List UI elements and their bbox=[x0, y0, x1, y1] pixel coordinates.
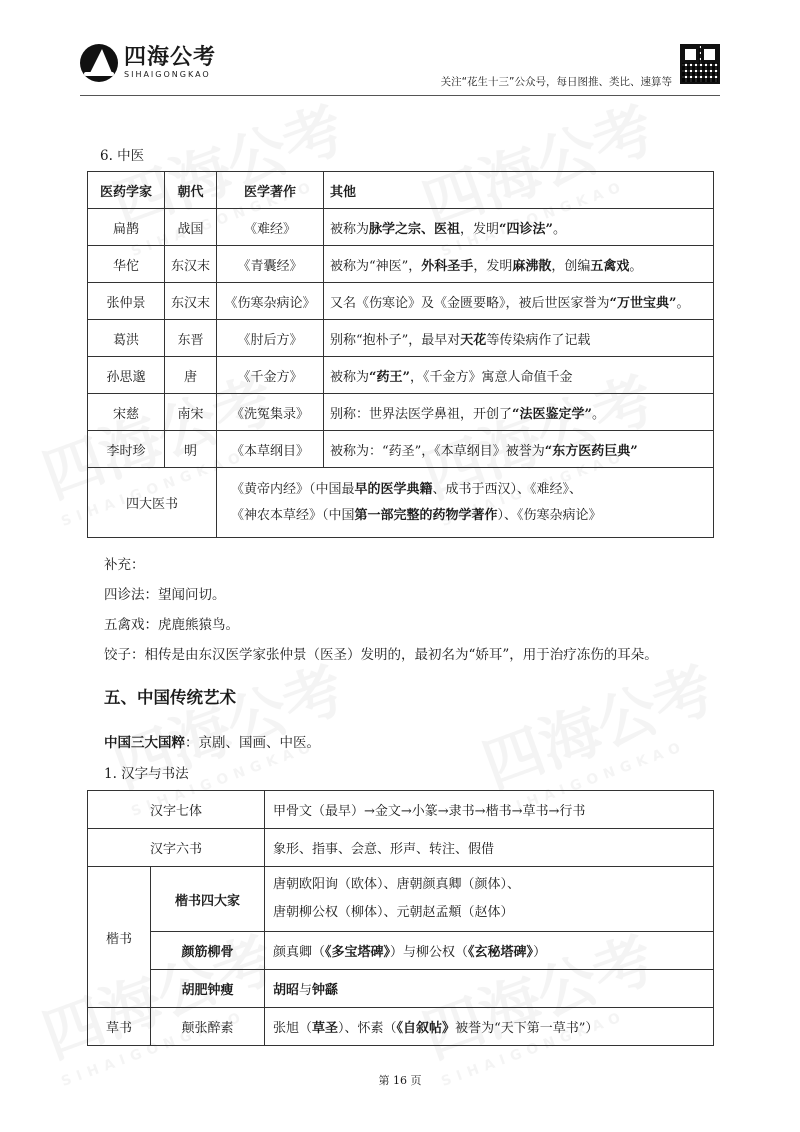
rich-text bbox=[231, 477, 713, 503]
text-span: 别称：世界法医学鼻祖，开创了 bbox=[330, 406, 513, 422]
table-row bbox=[88, 246, 714, 283]
physician-name: 张仲景 bbox=[88, 283, 165, 320]
qr-code-icon bbox=[680, 44, 720, 84]
text-span: ，发明 bbox=[473, 258, 513, 274]
bold-text: “药王” bbox=[369, 369, 410, 385]
table-row bbox=[88, 357, 714, 394]
rich-text bbox=[324, 246, 714, 283]
supplement-block bbox=[104, 550, 658, 670]
rich-text bbox=[265, 970, 714, 1008]
text-span: 被誉为“天下第一草书”） bbox=[455, 1021, 599, 1036]
text-span: 、成书于西汉）、《难经》、 bbox=[432, 481, 583, 497]
rich-text bbox=[324, 394, 714, 431]
dynasty: 东晋 bbox=[165, 320, 217, 357]
table-row-four-books bbox=[88, 468, 714, 538]
table-row bbox=[88, 1008, 714, 1046]
physician-name: 宋慈 bbox=[88, 394, 165, 431]
bold-text: 早的医学典籍 bbox=[354, 481, 433, 497]
column-header: 朝代 bbox=[165, 172, 217, 209]
kai-four-text bbox=[265, 867, 714, 932]
rich-text bbox=[231, 503, 713, 529]
text-span: 《神农本草经》（中国 bbox=[231, 507, 355, 523]
logo-subtitle: SIHAIGONGKAO bbox=[124, 70, 211, 79]
bold-text: 《多宝塔碑》 bbox=[325, 945, 391, 960]
table-header-row bbox=[88, 172, 714, 209]
table-row bbox=[88, 932, 714, 970]
dynasty: 战国 bbox=[165, 209, 217, 246]
kai-four-label: 楷书四大家 bbox=[151, 867, 265, 932]
rich-text bbox=[324, 431, 714, 468]
physician-name: 李时珍 bbox=[88, 431, 165, 468]
tcm-table bbox=[87, 171, 714, 538]
text-span: 张旭（ bbox=[273, 1021, 313, 1036]
text-span: 被称为：“药圣”，《本草纲目》被誉为 bbox=[330, 443, 545, 459]
kai-four-line: 唐朝柳公权（柳体）、元朝赵孟頫（赵体） bbox=[273, 905, 514, 920]
physician-name: 华佗 bbox=[88, 246, 165, 283]
column-header: 医学著作 bbox=[217, 172, 324, 209]
six-writings-label: 汉字六书 bbox=[88, 829, 265, 867]
rich-text bbox=[265, 932, 714, 970]
medical-work: 《难经》 bbox=[217, 209, 324, 246]
header-slogan: 关注“花生十三”公众号，每日图推、类比、速算等 bbox=[440, 76, 672, 88]
text-span: ）与柳公权（ bbox=[390, 945, 469, 960]
yanjin-label: 颜筋柳骨 bbox=[151, 932, 265, 970]
kai-four-line: 唐朝欧阳询（欧体）、唐朝颜真卿（颜体）、 bbox=[273, 877, 521, 892]
table-row bbox=[88, 791, 714, 829]
seven-scripts-text: 甲骨文（最早）→金文→小篆→隶书→楷书→草书→行书 bbox=[265, 791, 714, 829]
cao-sub-label: 颠张醉素 bbox=[151, 1008, 265, 1046]
sailboat-logo-icon bbox=[80, 44, 118, 82]
four-books-label: 四大医书 bbox=[88, 468, 217, 538]
text-span: 。 bbox=[629, 258, 643, 274]
text-span: ，创编 bbox=[551, 258, 591, 274]
bold-text: 外科圣手 bbox=[421, 258, 474, 274]
bold-text: “四诊法” bbox=[499, 221, 554, 237]
table-row bbox=[88, 320, 714, 357]
table-row bbox=[88, 867, 714, 932]
four-books-content bbox=[217, 468, 714, 538]
medical-work: 《本草纲目》 bbox=[217, 431, 324, 468]
table-row bbox=[88, 829, 714, 867]
bold-text: 天花 bbox=[460, 332, 487, 348]
dynasty: 唐 bbox=[165, 357, 217, 394]
text-span: 被称为“神医”， bbox=[330, 258, 422, 274]
text-span: ）、怀素（ bbox=[338, 1021, 397, 1036]
subsection-title: 1. 汉字与书法 bbox=[104, 766, 189, 782]
section-title-arts: 五、中国传统艺术 bbox=[104, 688, 236, 707]
rich-text bbox=[265, 1008, 714, 1046]
text-span: 别称“抱朴子”，最早对 bbox=[330, 332, 461, 348]
physician-name: 葛洪 bbox=[88, 320, 165, 357]
calligraphy-table bbox=[87, 790, 714, 1046]
bold-text: 脉学之宗、医祖 bbox=[369, 221, 461, 237]
section-heading-tcm: 6. 中医 bbox=[100, 148, 145, 164]
dynasty: 东汉末 bbox=[165, 283, 217, 320]
bold-text: “法医鉴定学” bbox=[512, 406, 592, 422]
medical-work: 《青囊经》 bbox=[217, 246, 324, 283]
hufei-label: 胡肥钟瘦 bbox=[151, 970, 265, 1008]
text-span: 被称为 bbox=[330, 221, 370, 237]
physician-name: 孙思邈 bbox=[88, 357, 165, 394]
table-row bbox=[88, 209, 714, 246]
medical-work: 《洗冤集录》 bbox=[217, 394, 324, 431]
three-treasures bbox=[104, 731, 320, 751]
three-label: 中国三大国粹 bbox=[104, 735, 185, 751]
text-span: 与 bbox=[299, 983, 313, 998]
text-span: 。 bbox=[553, 221, 567, 237]
supplement-title: 补充： bbox=[104, 557, 145, 573]
text-span: 《黄帝内经》（中国最 bbox=[231, 481, 355, 497]
brand-logo bbox=[80, 44, 216, 82]
page-header bbox=[80, 40, 720, 96]
dynasty: 东汉末 bbox=[165, 246, 217, 283]
logo-title: 四海公考 bbox=[124, 45, 217, 70]
text-span: 颜真卿（ bbox=[273, 945, 326, 960]
text-span: 被称为 bbox=[330, 369, 370, 385]
page-number: 第 16 页 bbox=[378, 1074, 422, 1087]
bold-text: 《玄秘塔碑》 bbox=[468, 945, 534, 960]
bold-text: 第一部完整的药物学著作 bbox=[354, 507, 498, 523]
bold-text: 草圣 bbox=[312, 1021, 339, 1036]
physician-name: 扁鹊 bbox=[88, 209, 165, 246]
text-span: ，发明 bbox=[460, 221, 500, 237]
column-header: 医药学家 bbox=[88, 172, 165, 209]
text-span: 。 bbox=[591, 406, 605, 422]
text-span: 又名《伤寒论》及《金匮要略》，被后世医家誉为 bbox=[330, 295, 610, 311]
rich-text bbox=[324, 283, 714, 320]
cao-label: 草书 bbox=[88, 1008, 151, 1046]
bold-text: 麻沸散 bbox=[512, 258, 552, 274]
kai-label: 楷书 bbox=[88, 867, 151, 1008]
table-row bbox=[88, 283, 714, 320]
rich-text bbox=[324, 357, 714, 394]
text-span: ，《千金方》寓意人命值千金 bbox=[409, 369, 573, 385]
medical-work: 《伤寒杂病论》 bbox=[217, 283, 324, 320]
text-span: 等传染病作了记载 bbox=[486, 332, 591, 348]
table-row bbox=[88, 970, 714, 1008]
bold-text: “万世宝典” bbox=[609, 295, 677, 311]
text-span: 。 bbox=[676, 295, 690, 311]
supplement-line: 饺子：相传是由东汉医学家张仲景（医圣）发明的，最初名为“娇耳”，用于治疗冻伤的耳朵。 bbox=[104, 647, 658, 663]
rich-text bbox=[324, 209, 714, 246]
bold-text: 五禽戏 bbox=[590, 258, 630, 274]
supplement-line: 五禽戏：虎鹿熊猿鸟。 bbox=[104, 617, 239, 633]
dynasty: 明 bbox=[165, 431, 217, 468]
text-span: ）、《伤寒杂病论》 bbox=[497, 507, 602, 523]
supplement-line: 四诊法：望闻问切。 bbox=[104, 587, 226, 603]
medical-work: 《肘后方》 bbox=[217, 320, 324, 357]
text-span: ） bbox=[533, 945, 547, 960]
dynasty: 南宋 bbox=[165, 394, 217, 431]
column-header: 其他 bbox=[324, 172, 714, 209]
medical-work: 《千金方》 bbox=[217, 357, 324, 394]
bold-text: 《自叙帖》 bbox=[396, 1021, 456, 1036]
table-row bbox=[88, 394, 714, 431]
rich-text bbox=[324, 320, 714, 357]
three-text: ：京剧、国画、中医。 bbox=[185, 735, 320, 751]
table-row bbox=[88, 431, 714, 468]
seven-scripts-label: 汉字七体 bbox=[88, 791, 265, 829]
bold-text: 胡昭 bbox=[273, 983, 300, 998]
bold-text: “东方医药巨典” bbox=[544, 443, 638, 459]
bold-text: 钟繇 bbox=[312, 983, 339, 998]
six-writings-text: 象形、指事、会意、形声、转注、假借 bbox=[265, 829, 714, 867]
